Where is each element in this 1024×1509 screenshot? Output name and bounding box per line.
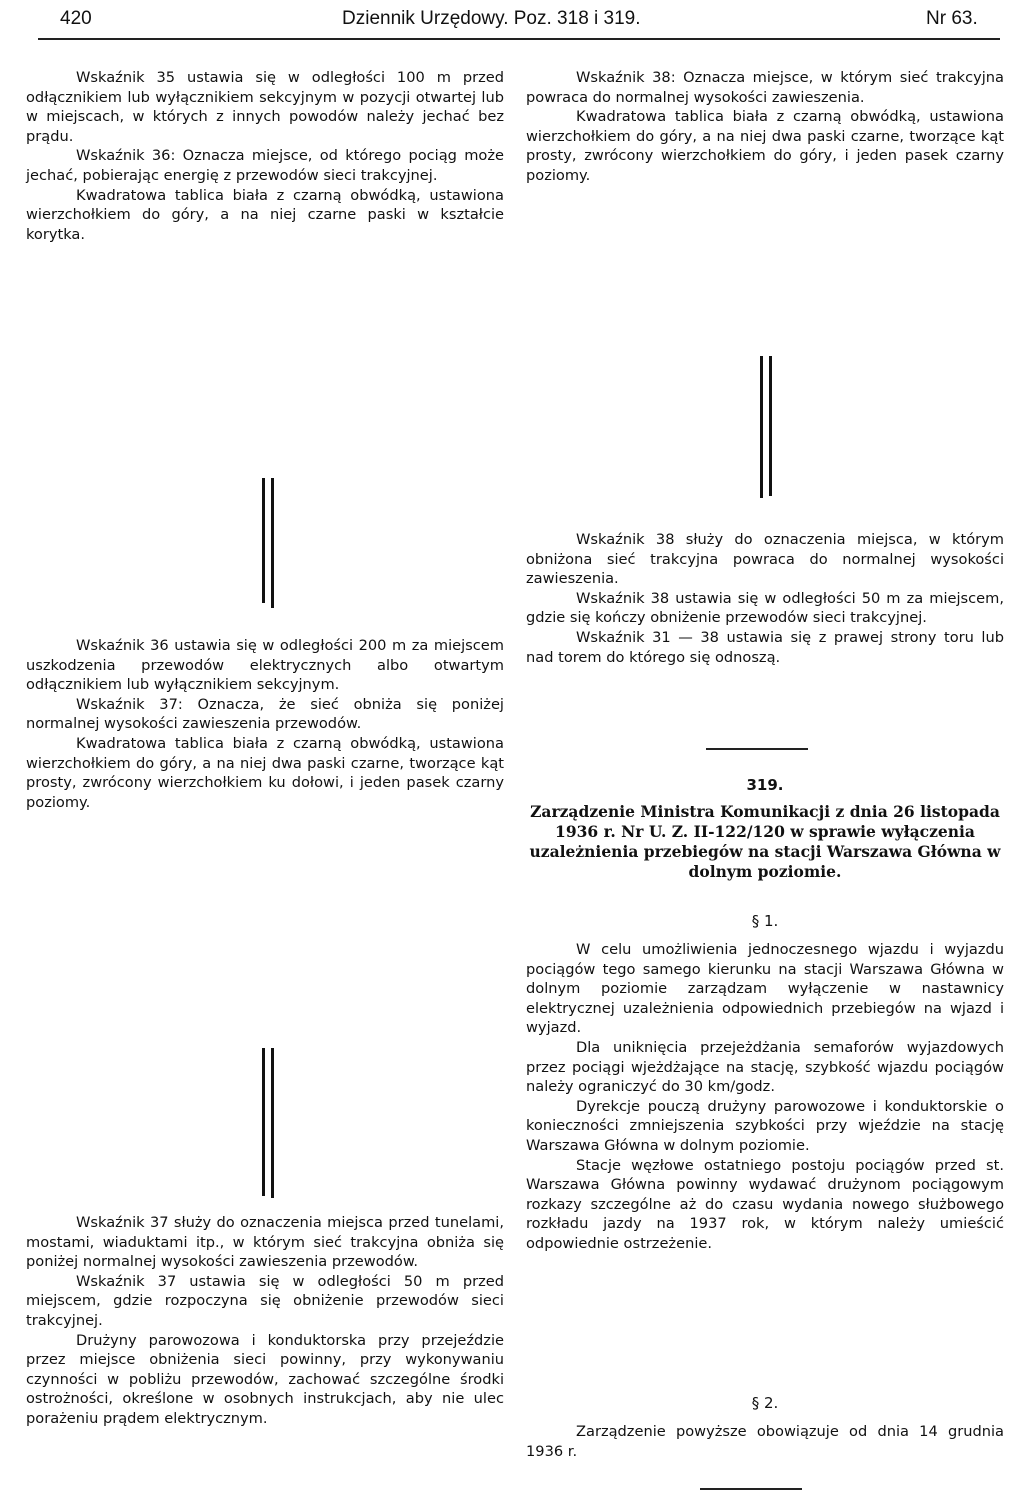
indicator-38-sign [760,356,774,498]
issue-number: Nr 63. [926,8,978,29]
right-column-order-1 [526,940,1004,1254]
paragraph-indicator-38-description: Kwadratowa tablica biała z czarną obwódką, ustawiona wierzchołkiem do góry, a na niej dwa paski czarne, tworzące kąt prosty, zwrócony wierzchołkiem do góry, i jeden pasek czarny poziomy. [526,108,1004,184]
left-column-middle [26,636,504,812]
right-column-top [526,68,1004,186]
paragraph-indicator-38-placement: Wskaźnik 38 ustawia się w odległości 50 m za miejscem, gdzie się kończy obniżenie przewodów sieci trakcyjnej. [526,589,1004,627]
paragraph-crew-safety: Drużyny parowozowa i konduktorska przy przejeździe przez miejsce obniżenia sieci powinny, przy wykonywaniu czynności w pobliżu przewodów, zachować szczególne środki ostrożności, określone w osobnych instrukcjach, aby nie ulec porażeniu prądem elektrycznym. [26,1331,504,1427]
order-paragraph-5: Zarządzenie powyższe obowiązuje od dnia 14 grudnia 1936 r. [526,1423,1004,1460]
paragraph-mark-2: § 2. [751,1394,779,1412]
paragraph-indicators-31-38-side: Wskaźnik 31 — 38 ustawia się z prawej strony toru lub nad torem do którego się odnoszą. [526,628,1004,666]
order-paragraph-1: W celu umożliwienia jednoczesnego wjazdu i wyjazdu pociągów tego samego kierunku na stacji Warszawa Główna w dolnym poziomie zarządzam wyłączenie w nastawnicy elektrycznej uzależnienia odpowiednich przebiegów na wjazd i wyjazd. [526,941,1004,1037]
indicator-36-sign [262,478,276,608]
left-column-top [26,68,504,244]
section-separator [706,748,808,750]
page-number: 420 [60,8,92,29]
paragraph-mark-1: § 1. [751,912,779,930]
paragraph-indicator-35-placement: Wskaźnik 35 ustawia się w odległości 100 m przed odłącznikiem lub wyłącznikiem sekcyjnym w pozycji otwartej lub w miejscach, w których z innych powodów należy jechać bez prądu. [26,69,504,145]
section-number: 319. [746,776,784,794]
section-title: Zarządzenie Ministra Komunikacji z dnia 26 listopada 1936 r. Nr U. Z. II-122/120 w sprawie wyłączenia uzależnienia przebiegów na stacji Warszawa Główna w dolnym poziomie. [529,802,1001,881]
indicator-37-sign [262,1048,276,1198]
paragraph-indicator-37-definition: Wskaźnik 37: Oznacza, że sieć obniża się poniżej normalnej wysokości zawieszenia przewodów. [26,695,504,733]
paragraph-indicator-37-purpose: Wskaźnik 37 służy do oznaczenia miejsca przed tunelami, mostami, wiaduktami itp., w którym sieć trakcyjna obniża się poniżej normalnej wysokości zawieszenia przewodów. [26,1214,504,1271]
paragraph-indicator-37-placement: Wskaźnik 37 ustawia się w odległości 50 m przed miejscem, gdzie rozpoczyna się obniżenie przewodów sieci trakcyjnej. [26,1272,504,1329]
paragraph-indicator-37-description: Kwadratowa tablica biała z czarną obwódką, ustawiona wierzchołkiem do góry, a na niej dwa paski czarne, tworzące kąt prosty, zwrócony wierzchołkiem ku dołowi, i jeden pasek czarny poziomy. [26,734,504,811]
running-header [0,8,1024,36]
paragraph-indicator-36-placement: Wskaźnik 36 ustawia się w odległości 200 m za miejscem uszkodzenia przewodów elektrycznych albo otwartym odłącznikiem lub wyłącznikiem sekcyjnym. [26,637,504,694]
journal-title: Dziennik Urzędowy. Poz. 318 i 319. [342,8,641,29]
header-rule [38,38,1000,40]
left-column-bottom [26,1213,504,1429]
right-column-middle [526,530,1004,667]
paragraph-indicator-38-definition: Wskaźnik 38: Oznacza miejsce, w którym sieć trakcyjna powraca do normalnej wysokości zawieszenia. [526,69,1004,106]
paragraph-indicator-36-definition: Wskaźnik 36: Oznacza miejsce, od którego pociąg może jechać, pobierając energię z przewodów sieci trakcyjnej. [26,147,504,184]
paragraph-indicator-36-description: Kwadratowa tablica biała z czarną obwódką, ustawiona wierzchołkiem do góry, a na niej czarne paski w kształcie korytka. [26,186,504,243]
order-paragraph-3: Dyrekcje pouczą drużyny parowozowe i konduktorskie o konieczności zmniejszenia szybkości przy wjeździe na stację Warszawa Główna w dolnym poziomie. [526,1097,1004,1154]
paragraph-indicator-38-purpose: Wskaźnik 38 służy do oznaczenia miejsca, w którym obniżona sieć trakcyjna powraca do normalnej wysokości zawieszenia. [526,531,1004,588]
end-separator [700,1488,802,1490]
right-column-order-2 [526,1422,1004,1461]
order-paragraph-4: Stacje węzłowe ostatniego postoju pociągów przed st. Warszawa Główna powinny wydawać drużynom pociągowym rozkazy szczególne aż do czasu wydania nowego służbowego rozkładu jazdy na 1937 rok, w którym należy umieścić odpowiednie ostrzeżenie. [526,1156,1004,1252]
order-paragraph-2: Dla uniknięcia przejeżdżania semaforów wyjazdowych przez pociągi wjeżdżające na stację, szybkość wjazdu pociągów należy ograniczyć do 30 km/godz. [526,1038,1004,1096]
